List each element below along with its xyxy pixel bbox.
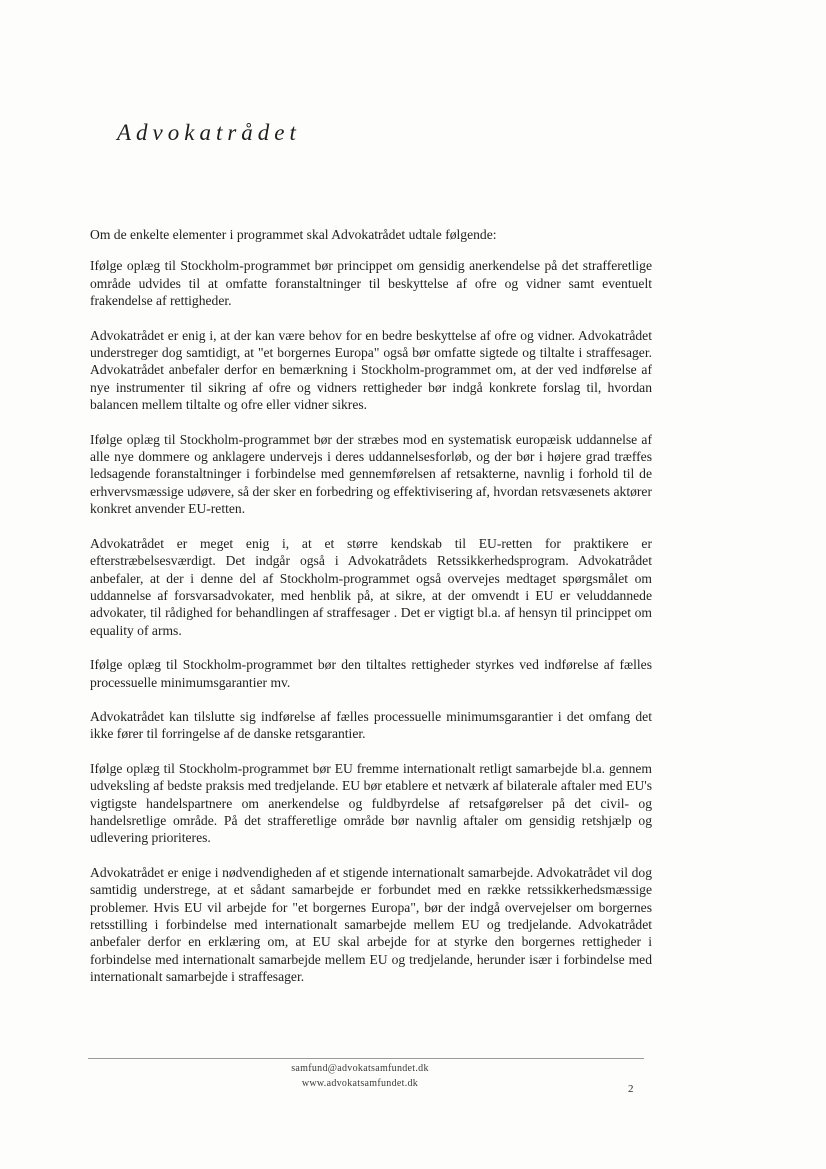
document-body (90, 226, 652, 1003)
body-paragraph: Ifølge oplæg til Stockholm-programmet bør der stræbes mod en systematisk europæisk uddannelse af alle nye dommere og anklagere undervejs i deres uddannelsesforløb, og der bør i højere grad træffes ledsagende foranstaltninger i forbindelse med gennemførelsen af retsakterne, navnlig i forhold til de erhvervsmæssige udøvere, så der sker en forbedring og effektivisering af, hvordan retsvæsenets aktører konkret anvender EU-retten. (90, 431, 652, 517)
body-paragraph: Ifølge oplæg til Stockholm-programmet bør EU fremme internationalt retligt samarbejde bl.a. gennem udveksling af bedste praksis med tredjelande. EU bør etablere et netværk af bilaterale aftaler med EU's vigtigste handelspartnere om anerkendelse og fuldbyrdelse af retsafgørelser på det civil- og handelsretlige område. På det strafferetlige område bør navnlig aftaler om gensidig retshjælp og udlevering prioriteres. (90, 760, 652, 846)
footer-divider (88, 1058, 644, 1059)
body-paragraph: Advokatrådet kan tilslutte sig indførelse af fælles processuelle minimumsgarantier i det omfang det ikke fører til forringelse af de danske retsgarantier. (90, 708, 652, 742)
body-paragraph: Ifølge oplæg til Stockholm-programmet bør den tiltaltes rettigheder styrkes ved indførelse af fælles processuelle minimumsgarantier mv. (90, 657, 652, 690)
footer-website: www.advokatsamfundet.dk (301, 1078, 419, 1089)
body-paragraph: Ifølge oplæg til Stockholm-programmet bør princippet om gensidig anerkendelse på det strafferetlige område udvides til at omfatte foranstaltninger til beskyttelse af ofre og vidner samt eventuelt frakendelse af rettigheder. (90, 258, 652, 309)
body-paragraph: Advokatrådet er enige i nødvendigheden af et stigende internationalt samarbejde. Advokatrådet vil dog samtidig understrege, at et sådant samarbejde er forbundet med en række retssikkerhedsmæssige problemer. Hvis EU vil arbejde for "et borgernes Europa", bør der indgå overvejelser om borgernes retsstilling i forbindelse med internationalt samarbejde mellem EU og tredjelande. Advokatrådet anbefaler derfor en erklæring om, at EU skal arbejde for at styrke den borgernes rettigheder i forbindelse med internationalt samarbejde mellem EU og tredjelande, herunder især i forbindelse med internationalt samarbejde i straffesager. (90, 864, 652, 985)
body-paragraph: Advokatrådet er enig i, at der kan være behov for en bedre beskyttelse af ofre og vidner. Advokatrådet understreger dog samtidigt, at "et borgernes Europa" også bør omfatte sigtede og tiltalte i straffesager. Advokatrådet anbefaler derfor en bemærkning i Stockholm-programmet om, at der ved indførelse af nye instrumenter til sikring af ofre og vidners rettigheder bør indgå konkrete forslag til, hvordan balancen mellem tiltalte og ofre eller vidner sikres. (90, 327, 652, 413)
advokatraadet-logo: Advokatrådet (117, 120, 301, 145)
footer-email: samfund@advokatsamfundet.dk (291, 1063, 429, 1074)
page-number: 2 (628, 1083, 634, 1095)
body-paragraph: Advokatrådet er meget enig i, at et større kendskab til EU-retten for praktikere er efterstræbelsesværdigt. Det indgår også i Advokatrådets Retssikkerhedsprogram. Advokatrådet anbefaler, at der i denne del af Stockholm-programmet også overvejes medtaget spørgsmålet om uddannelse af forsvarsadvokater, med henblik på, at sikre, at der omvendt i EU er veluddannede advokater, til rådighed for behandlingen af straffesager . Det er vigtigt bl.a. af hensyn til princippet om equality of arms. (90, 535, 652, 638)
intro-paragraph: Om de enkelte elementer i programmet skal Advokatrådet udtale følgende: (90, 227, 497, 242)
